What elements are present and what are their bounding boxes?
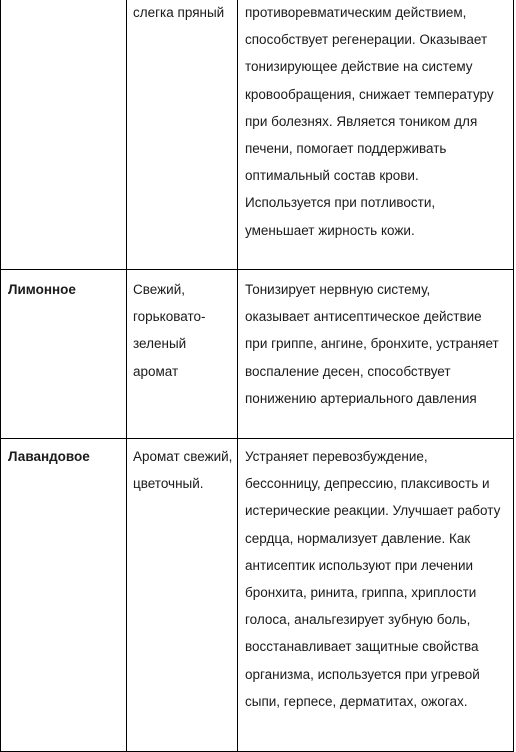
aroma-line: цветочный. <box>133 476 204 492</box>
effect-line: понижению артериального давления <box>245 390 477 406</box>
effect-line: сердца, нормализует давление. Как <box>245 530 471 546</box>
effect-line: Устраняет перевозбуждение, <box>245 449 428 464</box>
effect-line: тонизирующее действие на систему <box>245 59 473 75</box>
effect-line: организма, используется при угревой <box>245 666 480 682</box>
effect-cell <box>238 270 514 439</box>
effect-line: Используется при потливости, <box>245 195 436 211</box>
aroma-line: зеленый <box>133 336 187 352</box>
effect-line: восстанавливает защитные свойства <box>245 639 479 655</box>
effect-line: истерические реакции. Улучшает работу <box>245 503 501 519</box>
effect-line: голоса, анальгезирует зубную боль, <box>245 612 471 628</box>
effect-line: антисептик используют при лечении <box>245 557 474 573</box>
effect-line: оптимальный состав крови. <box>245 168 419 184</box>
aroma-line: слегка пряный <box>133 5 225 20</box>
aroma-line: Аромат свежий, <box>133 449 233 464</box>
table-row <box>1 439 514 752</box>
effect-line: печени, помогает поддерживать <box>245 141 447 157</box>
aroma-cell <box>127 0 238 270</box>
effect-line: воспаление десен, способствует <box>245 363 451 379</box>
aroma-line: Свежий, <box>133 282 185 297</box>
effect-cell <box>238 0 514 270</box>
effect-line: уменьшает жирность кожи. <box>245 222 415 238</box>
table-row <box>1 0 514 270</box>
effect-line: способствует регенерации. Оказывает <box>245 32 488 48</box>
effect-line: оказывает антисептическое действие <box>245 309 482 325</box>
oil-name: Лавандовое <box>8 449 90 464</box>
effect-line: при гриппе, ангине, бронхите, устраняет <box>245 336 499 352</box>
effect-line: противоревматическим действием, <box>245 5 467 20</box>
aroma-line: горьковато- <box>133 309 206 325</box>
effect-line: сыпи, герпесе, дерматитах, ожогах. <box>245 693 468 709</box>
oil-name-cell <box>1 270 127 439</box>
oil-name-cell <box>1 439 127 752</box>
effect-line: бронхита, ринита, гриппа, хриплости <box>245 585 477 601</box>
effect-line: кровообращения, снижает температуру <box>245 86 494 102</box>
effect-line: Тонизирует нервную систему, <box>245 282 431 297</box>
aroma-line: аромат <box>133 363 179 379</box>
oil-name-cell <box>1 0 127 270</box>
table-row <box>1 270 514 439</box>
oil-name: Лимонное <box>8 282 76 297</box>
effect-cell <box>238 439 514 752</box>
aroma-cell <box>127 270 238 439</box>
effect-line: при болезнях. Является тоником для <box>245 113 478 129</box>
aroma-cell <box>127 439 238 752</box>
effect-line: бессонницу, депрессию, плаксивость и <box>245 476 490 492</box>
